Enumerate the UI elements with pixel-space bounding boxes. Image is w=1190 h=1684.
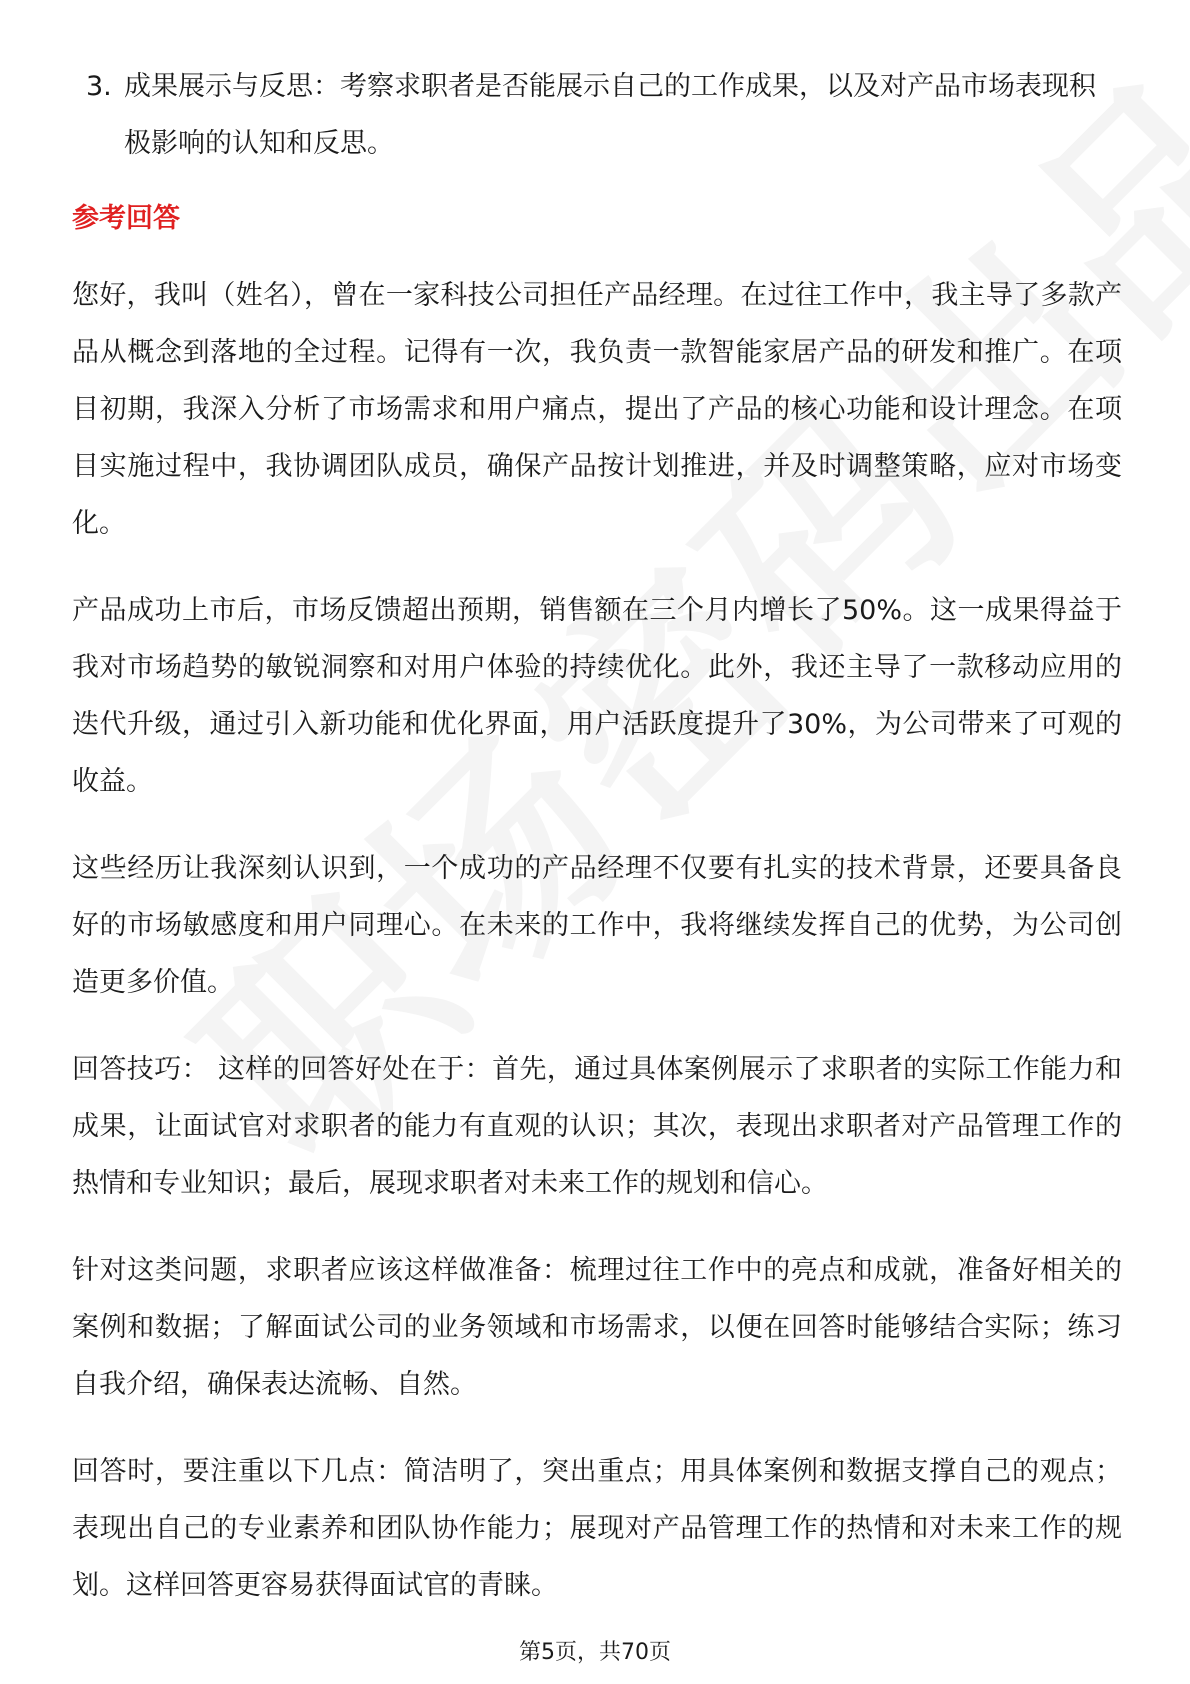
paragraph-preparation: 针对这类问题，求职者应该这样做准备：梳理过往工作中的亮点和成就，准备好相关的案例和数据；了解面试公司的业务领域和市场需求，以便在回答时能够结合实际；练习自我介绍，确保表达流畅、自然。 bbox=[72, 1255, 1122, 1400]
list-item bbox=[72, 58, 1122, 172]
paragraph-results: 产品成功上市后，市场反馈超出预期，销售额在三个月内增长了50%。这一成果得益于我对市场趋势的敏锐洞察和对用户体验的持续优化。此外，我还主导了一款移动应用的迭代升级，通过引入新功能和优化界面，用户活跃度提升了30%，为公司带来了可观的收益。 bbox=[72, 595, 1122, 797]
paragraph-reflection: 这些经历让我深刻认识到，一个成功的产品经理不仅要有扎实的技术背景，还要具备良好的市场敏感度和用户同理心。在未来的工作中，我将继续发挥自己的优势，为公司创造更多价值。 bbox=[72, 853, 1122, 998]
paragraph-tips: 回答技巧： 这样的回答好处在于：首先，通过具体案例展示了求职者的实际工作能力和成果，让面试官对求职者的能力有直观的认识；其次，表现出求职者对产品管理工作的热情和专业知识；最后，展现求职者对未来工作的规划和信心。 bbox=[72, 1054, 1122, 1199]
section-heading: 参考回答 bbox=[72, 203, 180, 234]
paragraph-intro: 您好，我叫（姓名），曾在一家科技公司担任产品经理。在过往工作中，我主导了多款产品从概念到落地的全过程。记得有一次，我负责一款智能家居产品的研发和推广。在项目初期，我深入分析了市场需求和用户痛点，提出了产品的核心功能和设计理念。在项目实施过程中，我协调团队成员，确保产品按计划推进，并及时调整策略，应对市场变化。 bbox=[72, 280, 1122, 539]
paragraph-key-points: 回答时，要注重以下几点：简洁明了，突出重点；用具体案例和数据支撑自己的观点；表现出自己的专业素养和团队协作能力；展现对产品管理工作的热情和对未来工作的规划。这样回答更容易获得面试官的青睐。 bbox=[72, 1456, 1122, 1601]
list-number: 3. bbox=[86, 71, 112, 102]
page-number: 第5页，共70页 bbox=[519, 1640, 671, 1665]
list-text: 成果展示与反思：考察求职者是否能展示自己的工作成果，以及对产品市场表现积极影响的认知和反思。 bbox=[124, 71, 1096, 159]
document-body bbox=[72, 58, 1122, 1644]
